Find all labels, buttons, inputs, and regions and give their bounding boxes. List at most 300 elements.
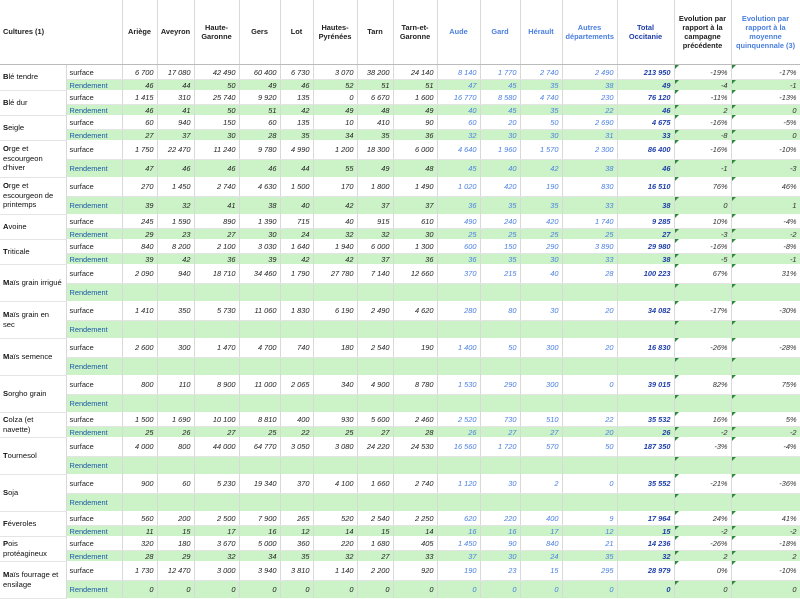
rendement-value xyxy=(562,395,617,413)
rendement-value: 47 xyxy=(437,80,480,91)
surface-label: surface xyxy=(66,90,122,105)
surface-value: 35 552 xyxy=(617,474,674,494)
table-row xyxy=(0,160,800,178)
rendement-value: 35 xyxy=(520,80,562,91)
surface-value: 1 300 xyxy=(393,239,437,254)
rendement-value: 2 xyxy=(674,551,731,562)
crop-initial: T xyxy=(3,450,8,460)
surface-value: 4 630 xyxy=(239,177,280,197)
rendement-value: 33 xyxy=(617,130,674,141)
crop-initial: S xyxy=(3,122,9,132)
surface-value: -18% xyxy=(731,536,800,551)
rendement-value: 14 xyxy=(393,526,437,537)
surface-value: -3% xyxy=(674,437,731,457)
rendement-value: 35 xyxy=(520,105,562,116)
surface-value: 16 510 xyxy=(617,177,674,197)
surface-value: 1 830 xyxy=(280,301,313,321)
rendement-value: 37 xyxy=(157,130,194,141)
surface-value: 2 300 xyxy=(562,140,617,160)
rendement-value: 22 xyxy=(280,427,313,438)
rendement-value xyxy=(357,358,393,376)
rendement-value xyxy=(520,284,562,302)
surface-value: 10 xyxy=(313,115,357,130)
surface-value: 76 120 xyxy=(617,90,674,105)
surface-value: 213 950 xyxy=(617,65,674,80)
rendement-value xyxy=(280,284,313,302)
crop-label: rge et escourgeon d'hiver xyxy=(3,143,43,173)
surface-value: 4 675 xyxy=(617,115,674,130)
surface-value: 29 980 xyxy=(617,239,674,254)
surface-value: 800 xyxy=(122,375,157,395)
surface-value: 7 140 xyxy=(357,264,393,284)
surface-value: 0 xyxy=(562,375,617,395)
crop-label: riticale xyxy=(7,246,30,256)
rendement-value: 38 xyxy=(562,80,617,91)
rendement-value xyxy=(437,358,480,376)
crop-label: ois protéagineux xyxy=(3,538,47,558)
surface-value: 24% xyxy=(674,511,731,526)
surface-value: 1 490 xyxy=(393,177,437,197)
rendement-value xyxy=(437,321,480,339)
surface-value: 180 xyxy=(313,338,357,358)
surface-value: 3 810 xyxy=(280,561,313,581)
header-dept: Tarn xyxy=(357,0,393,65)
crop-name xyxy=(0,214,66,239)
rendement-value xyxy=(157,494,194,512)
surface-value: 30 xyxy=(480,474,520,494)
surface-value: 2 100 xyxy=(194,239,239,254)
surface-label: surface xyxy=(66,338,122,358)
header-dept: Ariège xyxy=(122,0,157,65)
rendement-value: 14 xyxy=(313,526,357,537)
rendement-value: 32 xyxy=(157,197,194,215)
rendement-value xyxy=(157,358,194,376)
rendement-value: 0 xyxy=(357,581,393,599)
rendement-label: Rendement xyxy=(66,105,122,116)
crop-initial: O xyxy=(3,180,9,190)
crop-name xyxy=(0,338,66,375)
surface-label: surface xyxy=(66,177,122,197)
rendement-value: 32 xyxy=(357,229,393,240)
rendement-value xyxy=(437,395,480,413)
surface-value: 35 532 xyxy=(617,412,674,427)
surface-value: -26% xyxy=(674,536,731,551)
surface-value: 6 190 xyxy=(313,301,357,321)
rendement-value: 46 xyxy=(194,160,239,178)
table-row xyxy=(0,551,800,562)
surface-value: 34 460 xyxy=(239,264,280,284)
surface-value: 4 000 xyxy=(122,437,157,457)
rendement-value xyxy=(674,358,731,376)
surface-value: -4% xyxy=(731,214,800,229)
surface-value: 28 xyxy=(562,264,617,284)
surface-value: 730 xyxy=(480,412,520,427)
rendement-value: 27 xyxy=(122,130,157,141)
surface-value: 190 xyxy=(437,561,480,581)
surface-value: 67% xyxy=(674,264,731,284)
surface-value: 510 xyxy=(520,412,562,427)
surface-value: 21 xyxy=(562,536,617,551)
crop-label: lé tendre xyxy=(8,72,39,82)
surface-value: 290 xyxy=(520,239,562,254)
crop-name xyxy=(0,177,66,214)
surface-value: 570 xyxy=(520,437,562,457)
crop-label: ournesol xyxy=(7,450,37,460)
surface-value: 16 560 xyxy=(437,437,480,457)
surface-value: 18 710 xyxy=(194,264,239,284)
surface-value: 9 285 xyxy=(617,214,674,229)
rendement-label: Rendement xyxy=(66,284,122,302)
surface-value: 60 xyxy=(239,115,280,130)
rendement-value xyxy=(520,494,562,512)
surface-value: 23 xyxy=(480,561,520,581)
rendement-value xyxy=(122,457,157,475)
crop-name xyxy=(0,65,66,91)
rendement-label: Rendement xyxy=(66,526,122,537)
surface-value: 410 xyxy=(357,115,393,130)
surface-value: 300 xyxy=(520,375,562,395)
crop-name xyxy=(0,536,66,561)
rendement-value: 45 xyxy=(480,105,520,116)
rendement-value xyxy=(122,494,157,512)
crop-name xyxy=(0,437,66,474)
rendement-value: 39 xyxy=(122,197,157,215)
surface-value: 1 600 xyxy=(393,90,437,105)
header-aude: Aude xyxy=(437,0,480,65)
surface-value: 1 790 xyxy=(280,264,313,284)
surface-value: 9 780 xyxy=(239,140,280,160)
rendement-value xyxy=(194,494,239,512)
table-row xyxy=(0,264,800,284)
rendement-value: -1 xyxy=(731,80,800,91)
surface-value: -10% xyxy=(731,140,800,160)
rendement-value: 23 xyxy=(157,229,194,240)
rendement-value xyxy=(157,321,194,339)
surface-value: 610 xyxy=(393,214,437,229)
rendement-label: Rendement xyxy=(66,494,122,512)
rendement-value: 32 xyxy=(194,551,239,562)
rendement-value: 47 xyxy=(122,160,157,178)
surface-value: 3 940 xyxy=(239,561,280,581)
crop-initial: M xyxy=(3,351,10,361)
surface-value: 12 660 xyxy=(393,264,437,284)
surface-value: 2 520 xyxy=(437,412,480,427)
table-row xyxy=(0,90,800,105)
rendement-value: 40 xyxy=(280,197,313,215)
rendement-value xyxy=(393,395,437,413)
crop-initial: B xyxy=(3,97,9,107)
surface-value: 3 070 xyxy=(313,65,357,80)
table-row xyxy=(0,536,800,551)
surface-value: 17 080 xyxy=(157,65,194,80)
rendement-value: 0 xyxy=(194,581,239,599)
rendement-value: 2 xyxy=(674,105,731,116)
surface-value: 6 000 xyxy=(393,140,437,160)
table-row xyxy=(0,474,800,494)
crop-name xyxy=(0,239,66,264)
surface-label: surface xyxy=(66,474,122,494)
surface-label: surface xyxy=(66,239,122,254)
surface-value: 4 740 xyxy=(520,90,562,105)
rendement-value: 41 xyxy=(194,197,239,215)
rendement-value: 1 xyxy=(731,197,800,215)
table-row xyxy=(0,526,800,537)
surface-value: 420 xyxy=(520,214,562,229)
surface-value: 1 020 xyxy=(437,177,480,197)
rendement-value: 51 xyxy=(357,80,393,91)
rendement-value: 42 xyxy=(280,105,313,116)
rendement-value xyxy=(239,395,280,413)
table-body xyxy=(0,65,800,599)
crop-initial: A xyxy=(3,221,9,231)
rendement-value: 25 xyxy=(520,229,562,240)
surface-value: 2 540 xyxy=(357,338,393,358)
surface-value: 930 xyxy=(313,412,357,427)
surface-value: 100 223 xyxy=(617,264,674,284)
rendement-value xyxy=(393,457,437,475)
surface-value: 190 xyxy=(520,177,562,197)
surface-value: 915 xyxy=(357,214,393,229)
rendement-value: 29 xyxy=(157,551,194,562)
rendement-value: 32 xyxy=(313,551,357,562)
surface-value: 2 490 xyxy=(357,301,393,321)
header-dept: Hautes-Pyrénées xyxy=(313,0,357,65)
rendement-value xyxy=(520,457,562,475)
table-row xyxy=(0,65,800,80)
surface-value: 1 200 xyxy=(313,140,357,160)
surface-value: 1 680 xyxy=(357,536,393,551)
surface-value: 34 082 xyxy=(617,301,674,321)
rendement-value: 0 xyxy=(674,197,731,215)
rendement-value xyxy=(313,284,357,302)
surface-value: 8 810 xyxy=(239,412,280,427)
surface-value: 420 xyxy=(480,177,520,197)
surface-value: 2 090 xyxy=(122,264,157,284)
rendement-value: 42 xyxy=(313,254,357,265)
rendement-value: 26 xyxy=(437,427,480,438)
rendement-value xyxy=(674,494,731,512)
rendement-value: 49 xyxy=(357,160,393,178)
rendement-value: 46 xyxy=(122,105,157,116)
surface-value: 180 xyxy=(157,536,194,551)
rendement-value: 35 xyxy=(520,197,562,215)
rendement-value: 27 xyxy=(480,427,520,438)
crop-label: oja xyxy=(8,487,19,497)
table-row xyxy=(0,301,800,321)
surface-value: 24 140 xyxy=(393,65,437,80)
surface-value: 40 xyxy=(520,264,562,284)
crop-label: aïs grain irrigué xyxy=(9,277,62,287)
rendement-value: 24 xyxy=(520,551,562,562)
table-row xyxy=(0,338,800,358)
rendement-value: 44 xyxy=(280,160,313,178)
rendement-value: 27 xyxy=(357,427,393,438)
rendement-value: 48 xyxy=(357,105,393,116)
rendement-value xyxy=(194,457,239,475)
surface-value: 1 410 xyxy=(122,301,157,321)
rendement-value xyxy=(520,321,562,339)
surface-value: 46% xyxy=(731,177,800,197)
header-herault: Hérault xyxy=(520,0,562,65)
header-total: Total Occitanie xyxy=(617,0,674,65)
rendement-value: -5 xyxy=(674,254,731,265)
crop-label: olza (et navette) xyxy=(3,414,34,434)
rendement-value xyxy=(122,395,157,413)
surface-value: 110 xyxy=(157,375,194,395)
surface-value: 620 xyxy=(437,511,480,526)
surface-value: -8% xyxy=(731,239,800,254)
surface-value: 1 740 xyxy=(562,214,617,229)
table-row xyxy=(0,511,800,526)
rendement-value: 49 xyxy=(313,105,357,116)
surface-value: 1 500 xyxy=(280,177,313,197)
surface-value: 320 xyxy=(122,536,157,551)
surface-value: 230 xyxy=(562,90,617,105)
surface-value: 220 xyxy=(313,536,357,551)
surface-value: -21% xyxy=(674,474,731,494)
rendement-value: 46 xyxy=(280,80,313,91)
rendement-value: 25 xyxy=(480,229,520,240)
crop-initial: M xyxy=(3,277,10,287)
surface-value: -16% xyxy=(674,140,731,160)
rendement-value: 32 xyxy=(617,551,674,562)
rendement-value: 24 xyxy=(280,229,313,240)
surface-label: surface xyxy=(66,536,122,551)
surface-value: 600 xyxy=(437,239,480,254)
table-row xyxy=(0,561,800,581)
table-row xyxy=(0,80,800,91)
rendement-value xyxy=(437,284,480,302)
rendement-value xyxy=(731,457,800,475)
surface-value: 2 490 xyxy=(562,65,617,80)
rendement-value xyxy=(239,494,280,512)
rendement-value: 48 xyxy=(393,160,437,178)
surface-value: 4 990 xyxy=(280,140,313,160)
rendement-value: 0 xyxy=(437,581,480,599)
surface-value: 60 xyxy=(122,115,157,130)
rendement-value: 0 xyxy=(674,581,731,599)
rendement-value xyxy=(313,358,357,376)
rendement-value xyxy=(313,457,357,475)
header-dept: Aveyron xyxy=(157,0,194,65)
surface-value: 16% xyxy=(674,412,731,427)
rendement-value: 33 xyxy=(562,254,617,265)
rendement-value: 44 xyxy=(157,80,194,91)
table-row xyxy=(0,105,800,116)
rendement-value xyxy=(480,321,520,339)
rendement-label: Rendement xyxy=(66,80,122,91)
surface-value: 1 120 xyxy=(437,474,480,494)
rendement-value xyxy=(239,457,280,475)
rendement-value: -1 xyxy=(731,254,800,265)
rendement-value: 27 xyxy=(357,551,393,562)
surface-value: 190 xyxy=(393,338,437,358)
rendement-value: 42 xyxy=(280,254,313,265)
surface-value: 2 xyxy=(520,474,562,494)
table-row xyxy=(0,177,800,197)
crop-label: rge et escourgeon de printemps xyxy=(3,180,54,210)
surface-value: 8 200 xyxy=(157,239,194,254)
surface-value: 8 900 xyxy=(194,375,239,395)
rendement-value: 32 xyxy=(437,130,480,141)
rendement-value xyxy=(617,494,674,512)
rendement-value: 30 xyxy=(520,130,562,141)
surface-value: 840 xyxy=(520,536,562,551)
rendement-value: 0 xyxy=(617,581,674,599)
rendement-value: 15 xyxy=(617,526,674,537)
rendement-value xyxy=(194,395,239,413)
rendement-value: 0 xyxy=(520,581,562,599)
rendement-value: 42 xyxy=(313,197,357,215)
surface-value: 4 100 xyxy=(313,474,357,494)
surface-label: surface xyxy=(66,511,122,526)
rendement-value xyxy=(731,494,800,512)
surface-value: 6 700 xyxy=(122,65,157,80)
rendement-value: 16 xyxy=(239,526,280,537)
surface-value: 44 000 xyxy=(194,437,239,457)
surface-value: 520 xyxy=(313,511,357,526)
rendement-value xyxy=(122,284,157,302)
surface-value: 2 740 xyxy=(520,65,562,80)
surface-label: surface xyxy=(66,140,122,160)
surface-value: 75% xyxy=(731,375,800,395)
rendement-value: 49 xyxy=(239,80,280,91)
rendement-value: 30 xyxy=(393,229,437,240)
surface-value: 295 xyxy=(562,561,617,581)
table-row xyxy=(0,229,800,240)
rendement-value: 27 xyxy=(194,427,239,438)
rendement-value: 0 xyxy=(480,581,520,599)
surface-value: 27 780 xyxy=(313,264,357,284)
rendement-value xyxy=(617,457,674,475)
surface-value: 2 600 xyxy=(122,338,157,358)
surface-value: 1 750 xyxy=(122,140,157,160)
rendement-value xyxy=(280,321,313,339)
surface-value: 9 920 xyxy=(239,90,280,105)
surface-value: 9 xyxy=(562,511,617,526)
rendement-value: 45 xyxy=(480,80,520,91)
rendement-value xyxy=(280,358,313,376)
surface-label: surface xyxy=(66,115,122,130)
rendement-value: 42 xyxy=(520,160,562,178)
crop-initial: P xyxy=(3,538,9,548)
surface-value: 170 xyxy=(313,177,357,197)
crop-name xyxy=(0,474,66,511)
surface-value: 7 900 xyxy=(239,511,280,526)
rendement-value: 37 xyxy=(437,551,480,562)
rendement-value: 46 xyxy=(157,160,194,178)
surface-value: 405 xyxy=(393,536,437,551)
surface-value: -19% xyxy=(674,65,731,80)
crop-initial: F xyxy=(3,518,8,528)
rendement-label: Rendement xyxy=(66,197,122,215)
surface-value: 10 100 xyxy=(194,412,239,427)
header-row xyxy=(0,0,800,65)
table-row xyxy=(0,214,800,229)
rendement-value: 37 xyxy=(357,197,393,215)
table-row xyxy=(0,457,800,475)
surface-value: 90 xyxy=(393,115,437,130)
surface-value: 60 400 xyxy=(239,65,280,80)
rendement-value xyxy=(520,358,562,376)
surface-value: 2 250 xyxy=(393,511,437,526)
surface-value: 340 xyxy=(313,375,357,395)
rendement-label: Rendement xyxy=(66,229,122,240)
crop-initial: M xyxy=(3,569,10,579)
rendement-value: 0 xyxy=(313,581,357,599)
rendement-value: 34 xyxy=(239,551,280,562)
surface-value: 1 660 xyxy=(357,474,393,494)
